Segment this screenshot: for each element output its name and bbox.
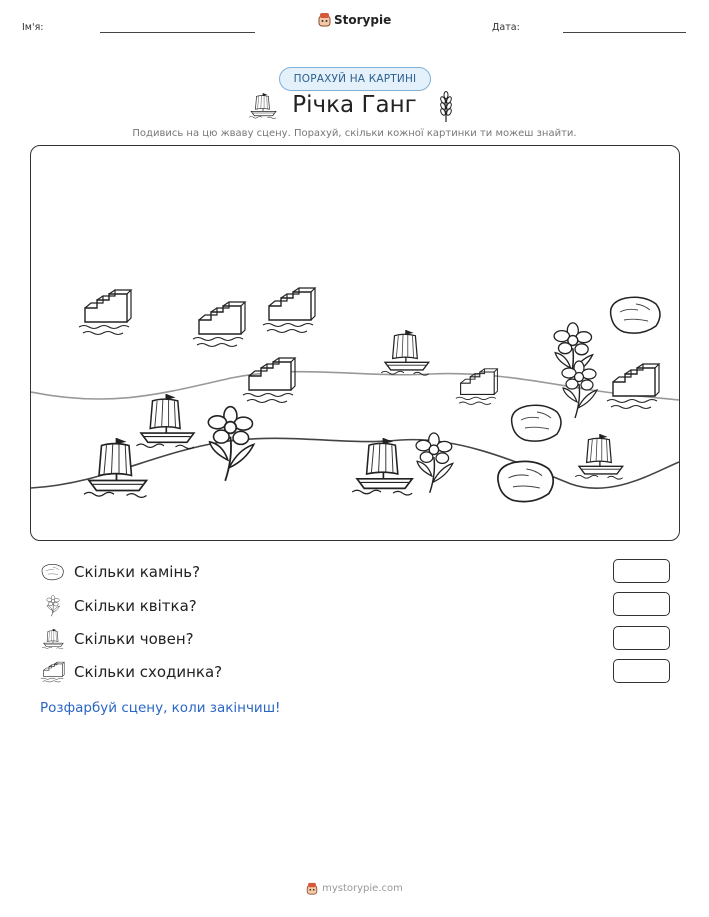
question-text: Скільки камінь?: [74, 563, 201, 581]
name-line[interactable]: [100, 32, 255, 33]
answer-box-flowers[interactable]: [613, 592, 670, 616]
scene-frame: [30, 145, 680, 541]
question-text: Скільки човен?: [74, 630, 194, 648]
question-row: [40, 561, 200, 583]
brand-name: Storypie: [334, 12, 392, 27]
question-text: Скільки сходинка?: [74, 663, 223, 681]
page-title: Річка Ганг: [292, 92, 417, 118]
instructions: Подивись на цю жваву сцену. Порахуй, скільки кожної картинки ти можеш знайти.: [132, 128, 577, 139]
storypie-mascot-icon: [306, 882, 318, 895]
footer: [0, 882, 709, 895]
wheat-icon: [437, 91, 455, 123]
question-row: [40, 661, 222, 683]
question-row: [40, 628, 194, 650]
stone-icon: [40, 561, 66, 583]
answer-box-boats[interactable]: [613, 626, 670, 650]
storypie-mascot-icon: [318, 12, 331, 27]
answer-box-stones[interactable]: [613, 559, 670, 583]
footer-site[interactable]: mystorypie.com: [322, 883, 403, 894]
name-label: Ім'я:: [22, 22, 44, 33]
question-text: Скільки квітка?: [74, 597, 197, 615]
answer-box-steps[interactable]: [613, 659, 670, 683]
activity-badge: ПОРАХУЙ НА КАРТИНІ: [279, 67, 431, 91]
colouring-prompt: Розфарбуй сцену, коли закінчиш!: [40, 700, 281, 716]
boat-icon: [40, 628, 66, 650]
river-scene: [31, 146, 679, 540]
date-line[interactable]: [563, 32, 686, 33]
question-row: [40, 595, 197, 617]
steps-icon: [40, 661, 66, 683]
brand-logo: [318, 12, 391, 27]
date-label: Дата:: [492, 22, 520, 33]
flower-icon: [40, 595, 66, 617]
